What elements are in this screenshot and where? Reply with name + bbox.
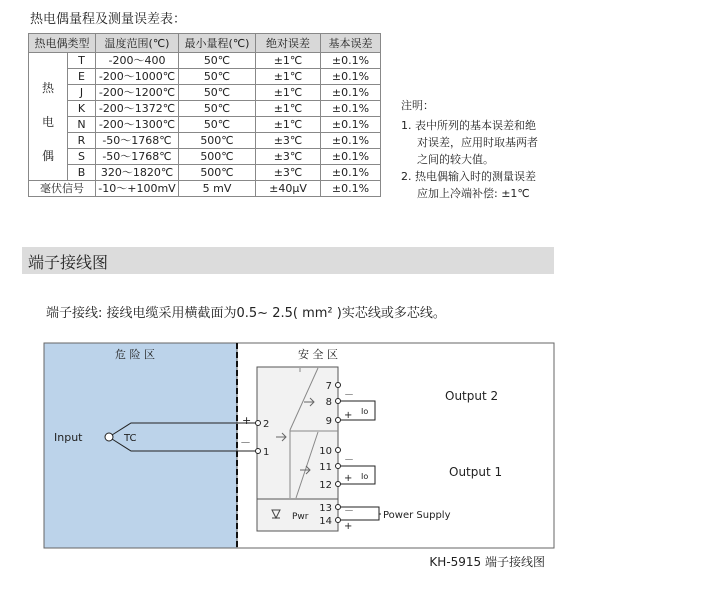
notes-title: 注明： bbox=[401, 99, 434, 112]
header-abs-err: 绝对误差 bbox=[256, 34, 321, 53]
cell-range: 320～1820℃ bbox=[96, 165, 179, 181]
cell-type: T bbox=[68, 53, 96, 69]
terminal-1 bbox=[256, 449, 261, 454]
cell-abs-err: ±3℃ bbox=[256, 149, 321, 165]
cell-basic-err: ±0.1% bbox=[321, 117, 381, 133]
output2-plus: + bbox=[344, 410, 353, 421]
terminal-12-label: 12 bbox=[319, 480, 332, 491]
hazard-zone-label: 危 险 区 bbox=[115, 348, 155, 361]
terminal-11 bbox=[336, 464, 341, 469]
section-title: 端子接线图 bbox=[28, 253, 109, 272]
pwr-label: Pwr bbox=[292, 512, 309, 522]
cell-basic-err: ±0.1% bbox=[321, 101, 381, 117]
cell-range: -50～1768℃ bbox=[96, 133, 179, 149]
cell-abs-err: ±1℃ bbox=[256, 101, 321, 117]
terminal-11-label: 11 bbox=[319, 462, 332, 473]
cell-type: S bbox=[68, 149, 96, 165]
cell-type: J bbox=[68, 85, 96, 101]
group-char: 电 bbox=[41, 114, 54, 129]
cell-basic-err: ±0.1% bbox=[321, 85, 381, 101]
cell-range: -50～1768℃ bbox=[96, 149, 179, 165]
header-range: 温度范围(℃) bbox=[96, 34, 179, 53]
terminal-7-label: 7 bbox=[325, 381, 332, 392]
input-minus-sign: － bbox=[240, 436, 251, 449]
cell-min-span: 500℃ bbox=[179, 149, 256, 165]
header-basic-err: 基本误差 bbox=[321, 34, 381, 53]
cell-type: N bbox=[68, 117, 96, 133]
terminal-10 bbox=[336, 448, 341, 453]
cell-abs-err: ±1℃ bbox=[256, 69, 321, 85]
terminal-14-label: 14 bbox=[319, 516, 332, 527]
group-char: 热 bbox=[41, 80, 54, 95]
cell-min-span: 500℃ bbox=[179, 133, 256, 149]
table-title: 热电偶量程及测量误差表： bbox=[30, 12, 187, 27]
cell-abs-err: ±1℃ bbox=[256, 117, 321, 133]
cell-range: -200～1372℃ bbox=[96, 101, 179, 117]
terminal-13 bbox=[336, 505, 341, 510]
cell-abs-err: ±3℃ bbox=[256, 133, 321, 149]
cell-type: R bbox=[68, 133, 96, 149]
power-minus: － bbox=[344, 506, 354, 517]
wiring-description: 端子接线: 接线电缆采用横截面为0.5~ 2.5( mm² )实芯线或多芯线。 bbox=[46, 306, 446, 321]
note-line: 2. 热电偶输入时的测量误差 bbox=[401, 170, 536, 183]
note-line: 之间的较大值。 bbox=[417, 153, 494, 166]
terminal-9 bbox=[336, 418, 341, 423]
cell-min-span: 50℃ bbox=[179, 117, 256, 133]
output2-label: Output 2 bbox=[445, 389, 499, 403]
terminal-7 bbox=[336, 383, 341, 388]
output1-io-label: Io bbox=[361, 472, 369, 481]
cell-basic-err: ±0.1% bbox=[321, 181, 381, 197]
safe-zone-label: 安 全 区 bbox=[298, 348, 338, 361]
terminal-12 bbox=[336, 482, 341, 487]
terminal-2 bbox=[256, 421, 261, 426]
output1-plus: + bbox=[344, 473, 353, 484]
hazard-zone-area bbox=[44, 343, 237, 548]
header-type: 热电偶类型 bbox=[29, 34, 96, 53]
cell-mv-label: 毫伏信号 bbox=[29, 181, 96, 197]
terminal-10-label: 10 bbox=[319, 446, 332, 457]
cell-type: E bbox=[68, 69, 96, 85]
header-min-span: 最小量程(℃) bbox=[179, 34, 256, 53]
terminal-9-label: 9 bbox=[325, 416, 332, 427]
cell-basic-err: ±0.1% bbox=[321, 53, 381, 69]
terminal-8-label: 8 bbox=[325, 397, 332, 408]
output1-label: Output 1 bbox=[449, 465, 503, 479]
cell-type: B bbox=[68, 165, 96, 181]
input-plus-sign: + bbox=[242, 414, 252, 427]
tc-label: TC bbox=[124, 433, 137, 444]
note-line: 对误差，应用时取基两者 bbox=[417, 136, 538, 149]
cell-range: -10～+100mV bbox=[96, 181, 179, 197]
cell-range: -200～1000℃ bbox=[96, 69, 179, 85]
group-char: 偶 bbox=[41, 148, 54, 163]
power-plus: + bbox=[344, 521, 353, 532]
cell-range: -200～1200℃ bbox=[96, 85, 179, 101]
input-label: Input bbox=[54, 431, 83, 444]
cell-basic-err: ±0.1% bbox=[321, 69, 381, 85]
power-supply-label: Power Supply bbox=[383, 510, 451, 521]
cell-min-span: 50℃ bbox=[179, 69, 256, 85]
cell-min-span: 50℃ bbox=[179, 53, 256, 69]
cell-basic-err: ±0.1% bbox=[321, 133, 381, 149]
terminal-1-label: 1 bbox=[263, 447, 270, 458]
cell-abs-err: ±1℃ bbox=[256, 53, 321, 69]
output1-minus: － bbox=[344, 455, 354, 466]
diagram-caption: KH-5915 端子接线图 bbox=[429, 555, 545, 569]
cell-abs-err: ±40μV bbox=[256, 181, 321, 197]
terminal-14 bbox=[336, 518, 341, 523]
cell-range: -200～400 bbox=[96, 53, 179, 69]
note-line: 应加上冷端补偿: ±1℃ bbox=[417, 187, 530, 200]
cell-min-span: 50℃ bbox=[179, 85, 256, 101]
output2-io-label: Io bbox=[361, 407, 369, 416]
terminal-8 bbox=[336, 399, 341, 404]
cell-basic-err: ±0.1% bbox=[321, 149, 381, 165]
thermocouple-junction-icon bbox=[105, 433, 113, 441]
terminal-2-label: 2 bbox=[263, 419, 270, 430]
cell-type: K bbox=[68, 101, 96, 117]
cell-basic-err: ±0.1% bbox=[321, 165, 381, 181]
terminal-13-label: 13 bbox=[319, 503, 332, 514]
cell-min-span: 5 mV bbox=[179, 181, 256, 197]
cell-range: -200～1300℃ bbox=[96, 117, 179, 133]
note-line: 1. 表中所列的基本误差和绝 bbox=[401, 119, 536, 132]
output2-minus: － bbox=[344, 390, 354, 401]
cell-abs-err: ±1℃ bbox=[256, 85, 321, 101]
cell-min-span: 500℃ bbox=[179, 165, 256, 181]
cell-abs-err: ±3℃ bbox=[256, 165, 321, 181]
cell-min-span: 50℃ bbox=[179, 101, 256, 117]
